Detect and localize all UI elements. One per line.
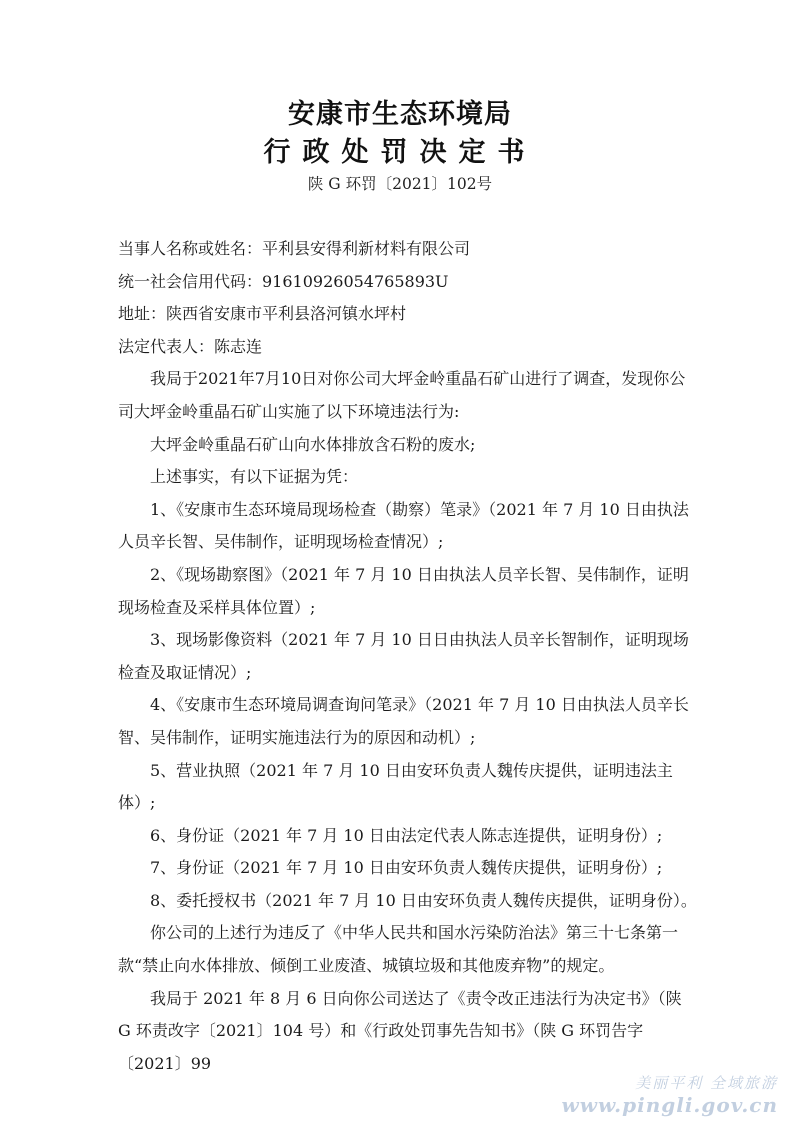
site-watermark bbox=[562, 1072, 778, 1117]
evidence-item: 5、营业执照（2021 年 7 月 10 日由安环负责人魏传庆提供，证明违法主体）; bbox=[118, 760, 673, 813]
document-type-title: 行政处罚决定书 bbox=[263, 137, 537, 168]
party-name: 当事人名称或姓名：平利县安得利新材料有限公司 bbox=[118, 239, 471, 258]
evidence-item: 6、身份证（2021 年 7 月 10 日由法定代表人陈志连提供，证明身份）; bbox=[150, 825, 663, 845]
violation-paragraph: 大坪金岭重晶石矿山向水体排放含石粉的废水; bbox=[150, 434, 476, 454]
law-violation-paragraph: 你公司的上述行为违反了《中华人民共和国水污染防治法》第三十七条第一款“禁止向水体排放、倾倒工业废渣、城镇垃圾和其他废弃物”的规定。 bbox=[118, 923, 679, 976]
document-body bbox=[118, 233, 698, 1080]
evidence-item: 2、《现场勘察图》（2021 年 7 月 10 日由执法人员辛长智、吴伟制作，证明现场检查及采样具体位置）; bbox=[118, 564, 689, 617]
watermark-url: www.pingli.gov.cn bbox=[561, 1093, 778, 1117]
investigation-paragraph: 我局于2021年7月10日对你公司大坪金岭重晶石矿山进行了调查，发现你公司大坪金岭重晶石矿山实施了以下环境违法行为: bbox=[118, 369, 686, 421]
evidence-intro: 上述事实，有以下证据为凭： bbox=[150, 467, 359, 487]
evidence-item: 8、委托授权书（2021 年 7 月 10 日由安环负责人魏传庆提供，证明身份）。 bbox=[150, 890, 697, 910]
evidence-item: 7、身份证（2021 年 7 月 10 日由安环负责人魏传庆提供，证明身份）; bbox=[150, 858, 663, 878]
party-address: 地址：陕西省安康市平利县洛河镇水坪村 bbox=[118, 304, 407, 324]
legal-representative: 法定代表人：陈志连 bbox=[118, 336, 263, 356]
evidence-item: 1、《安康市生态环境局现场检查（勘察）笔录》（2021 年 7 月 10 日由执法人员辛长智、吴伟制作，证明现场检查情况）; bbox=[118, 499, 689, 552]
watermark-slogan: 美丽平利 全域旅游 bbox=[635, 1074, 778, 1092]
notice-paragraph: 我局于 2021 年 8 月 6 日向你公司送达了《责令改正违法行为决定书》（陕 G 环责改字〔2021〕104 号）和《行政处罚事先告知书》（陕 G 环罚告字〔2021〕99 bbox=[118, 988, 682, 1073]
agency-title: 安康市生态环境局 bbox=[288, 99, 512, 130]
document-number: 陕 G 环罚〔2021〕102号 bbox=[307, 175, 493, 193]
evidence-item: 3、现场影像资料（2021 年 7 月 10 日日由执法人员辛长智制作，证明现场检查及取证情况）; bbox=[118, 630, 689, 682]
evidence-item: 4、《安康市生态环境局调查询问笔录》（2021 年 7 月 10 日由执法人员辛长智、吴伟制作，证明实施违法行为的原因和动机）; bbox=[118, 695, 689, 747]
credit-code: 统一社会信用代码：91610926054765893U bbox=[118, 271, 449, 291]
